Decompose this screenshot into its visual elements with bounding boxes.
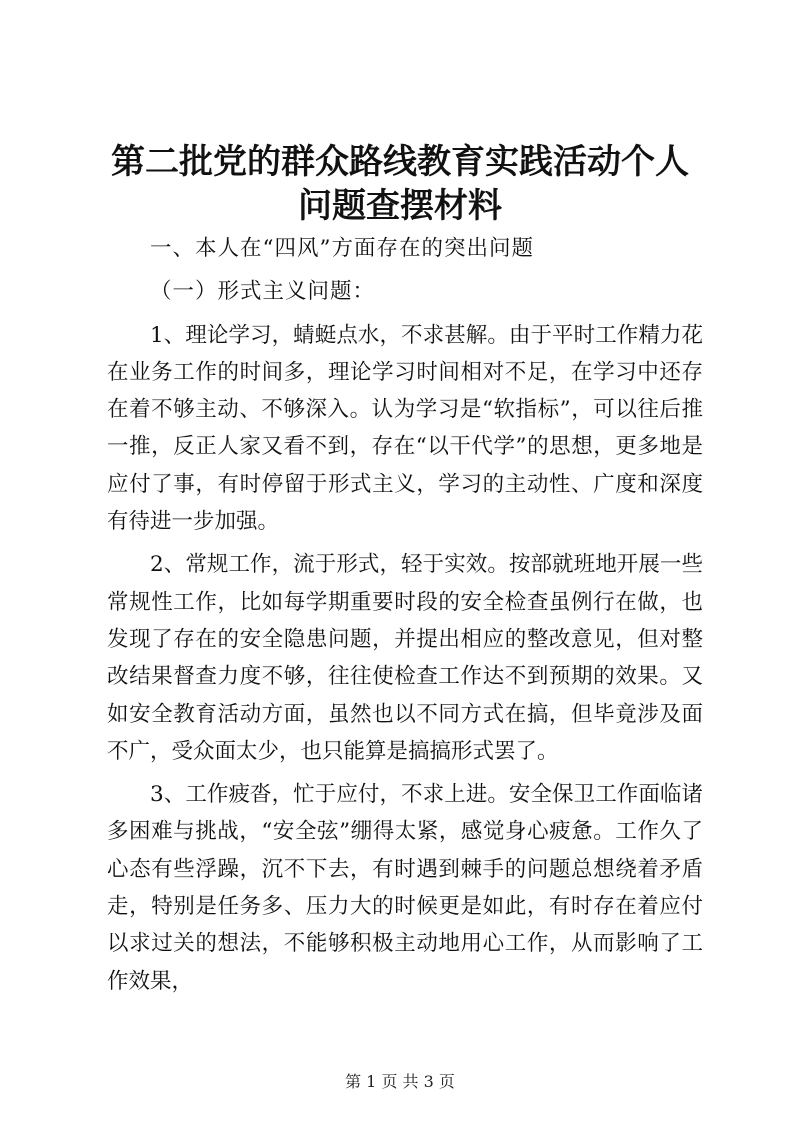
subsection-heading: （一）形式主义问题： xyxy=(150,279,376,305)
paragraph-1: 1、理论学习，蜻蜓点水，不求甚解。由于平时工作精力花在业务工作的时间多，理论学习时间相对不足，在学习中还存在着不够主动、不够深入。认为学习是“软指标”，可以往后推一推，反正人家又看不到，存在“以干代学”的思想，更多地是应付了事，有时停留于形式主义，学习的主动性、广度和深度有待进一步加强。 xyxy=(107,322,703,535)
paragraph-2: 2、常规工作，流于形式，轻于实效。按部就班地开展一些常规性工作，比如每学期重要时段的安全检查虽例行在做，也发现了存在的安全隐患问题，并提出相应的整改意见，但对整改结果督查力度不够，往往使检查工作达不到预期的效果。又如安全教育活动方面，虽然也以不同方式在搞，但毕竟涉及面不广，受众面太少，也只能算是搞搞形式罢了。 xyxy=(107,552,703,764)
document-title: 第二批党的群众路线教育实践活动个人问题查摆材料 xyxy=(111,142,689,226)
section-heading: 一、本人在“四风”方面存在的突出问题 xyxy=(150,236,534,261)
paragraph-3: 3、工作疲沓，忙于应付，不求上进。安全保卫工作面临诸多困难与挑战，“安全弦”绷得太紧，感觉身心疲惫。工作久了心态有些浮躁，沉不下去，有时遇到棘手的问题总想绕着矛盾走，特别是任务多、压力大的时候更是如此，有时存在着应付以求过关的想法，不能够积极主动地用心工作，从而影响了工作效果， xyxy=(107,782,703,994)
document-body xyxy=(107,230,703,1006)
page-footer: 第 1 页 共 3 页 xyxy=(345,1072,455,1091)
